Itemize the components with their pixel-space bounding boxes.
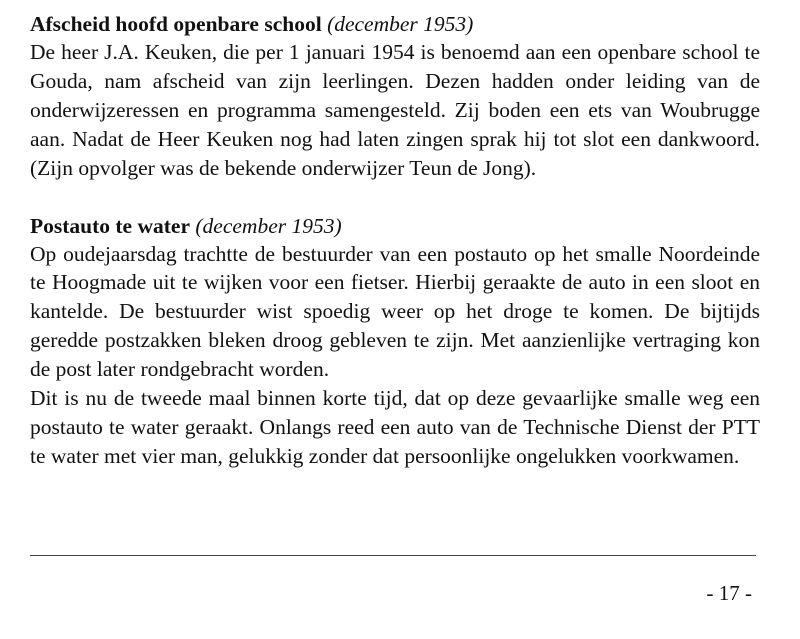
article-afscheid (30, 10, 760, 183)
article-title: Postauto te water (30, 213, 191, 238)
document-page (30, 10, 760, 471)
page-number: - 17 - (706, 581, 752, 605)
article-date: (december 1953) (327, 12, 474, 36)
article-paragraph: Dit is nu de tweede maal binnen korte tijd, dat op deze gevaarlijke smalle weg een postauto te water geraakt. Onlangs reed een auto van de Technische Dienst der PTT te water met vier man, gelukkig zonder dat persoonlijke ongelukken voorkwamen. (30, 386, 760, 468)
article-paragraph: De heer J.A. Keuken, die per 1 januari 1954 is benoemd aan een openbare school te Gouda, nam afscheid van zijn leerlingen. Dezen hadden onder leiding van de onderwijzeressen en programma samengesteld. Zij boden een ets van Woubrugge aan. Nadat de Heer Keuken nog had laten zingen sprak hij tot slot een dankwoord. (Zijn opvolger was de bekende onderwijzer Teun de Jong). (30, 40, 760, 180)
footer-divider (30, 555, 756, 556)
article-date: (december 1953) (195, 213, 342, 238)
article-title: Afscheid hoofd openbare school (30, 12, 322, 36)
article-paragraph: Op oudejaarsdag trachtte de bestuurder van een postauto op het smalle Noordeinde te Hoogmade uit te wijken voor een fietser. Hierbij geraakte de auto in een sloot en kantelde. De bestuurder wist spoedig weer op het droge te komen. De bijtijds geredde postzakken bleken droog gebleven te zijn. Met aanzienlijke vertraging kon de post later rondgebracht worden. (30, 241, 760, 382)
article-postauto (30, 212, 760, 471)
article-heading (30, 10, 760, 38)
article-heading (30, 212, 760, 240)
